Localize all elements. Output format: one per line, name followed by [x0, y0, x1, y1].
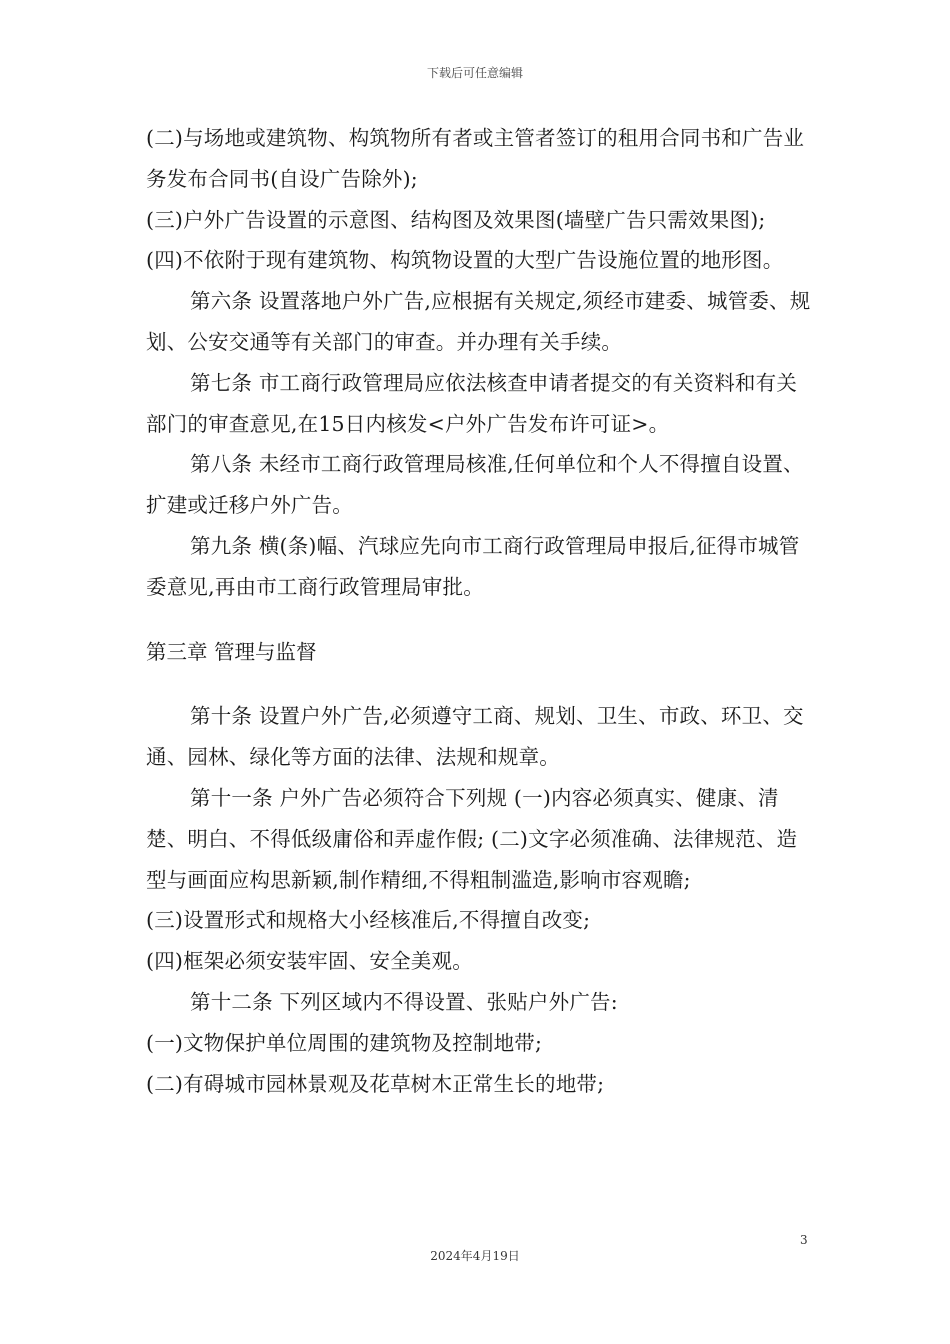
paragraph: (二)与场地或建筑物、构筑物所有者或主管者签订的租用合同书和广告业务发布合同书(自设广告除外);	[146, 126, 805, 191]
paragraph-group-before-chapter	[146, 118, 814, 608]
paragraph-group-after-chapter	[146, 696, 814, 1104]
paragraph: (一)文物保护单位周围的建筑物及控制地带;	[146, 1030, 543, 1055]
page-footer-date: 2024年4月19日	[430, 1249, 520, 1263]
paragraph: 第七条 市工商行政管理局应依法核查申请者提交的有关资料和有关部门的审查意见,在15日内核发<户外广告发布许可证>。	[146, 370, 798, 436]
paragraph: 第十条 设置户外广告,必须遵守工商、规划、卫生、市政、环卫、交通、园林、绿化等方面的法律、法规和规章。	[146, 704, 804, 770]
page-number: 3	[800, 1233, 808, 1247]
paragraph: (四)不依附于现有建筑物、构筑物设置的大型广告设施位置的地形图。	[146, 248, 784, 273]
paragraph: 第八条 未经市工商行政管理局核准,任何单位和个人不得擅自设置、扩建或迁移户外广告。	[146, 452, 804, 518]
paragraph: (三)设置形式和规格大小经核准后,不得擅自改变;	[146, 908, 591, 933]
paragraph: 第十二条 下列区域内不得设置、张贴户外广告:	[190, 989, 618, 1014]
page-header: 下载后可任意编辑	[426, 66, 523, 80]
paragraph: 第六条 设置落地户外广告,应根据有关规定,须经市建委、城管委、规划、公安交通等有关部门的审查。并办理有关手续。	[146, 289, 811, 354]
chapter-heading: 第三章 管理与监督	[146, 639, 317, 664]
paragraph: (二)有碍城市园林景观及花草树木正常生长的地带;	[146, 1071, 605, 1096]
paragraph: (三)户外广告设置的示意图、结构图及效果图(墙壁广告只需效果图);	[146, 207, 766, 232]
paragraph: 第九条 横(条)幅、汽球应先向市工商行政管理局申报后,征得市城管委意见,再由市工商行政管理局审批。	[146, 533, 800, 599]
document-body	[146, 118, 814, 1104]
paragraph: 第十一条 户外广告必须符合下列规 (一)内容必须真实、健康、清楚、明白、不得低级庸俗和弄虚作假; (二)文字必须准确、法律规范、造型与画面应构思新颖,制作精细,不得粗制滥造,影响市容观瞻;	[146, 785, 798, 892]
paragraph: (四)框架必须安装牢固、安全美观。	[146, 949, 473, 974]
